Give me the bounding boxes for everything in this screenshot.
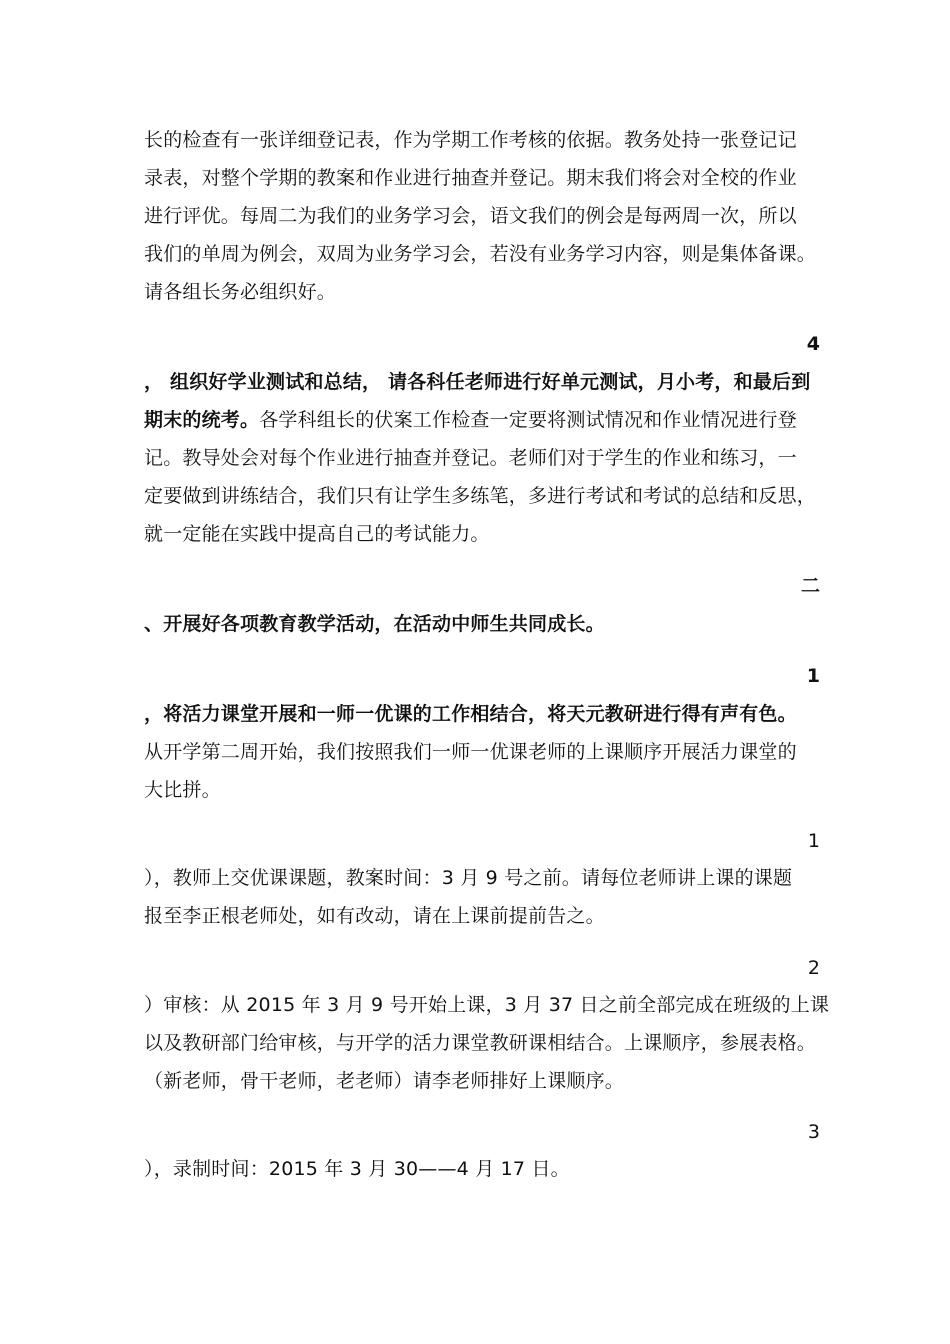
item-heading: ，将活力课堂开展和一师一优课的工作相结合，将天元教研进行得有声有色。 xyxy=(144,703,797,725)
bold-heading-line: ， 组织好学业测试和总结， 请各科任老师进行好单元测试，月小考，和最后到 xyxy=(144,371,811,393)
paragraph-line: （新老师，骨干老师，老老师）请李老师排好上课顺序。 xyxy=(144,1070,625,1092)
sub-item-number: 3 xyxy=(807,1121,820,1143)
section-number: 4 xyxy=(806,333,820,355)
paragraph-line: 报至李正根老师处，如有改动，请在上课前提前告之。 xyxy=(144,905,605,927)
paragraph-line: 就一定能在实践中提高自己的考试能力。 xyxy=(144,523,490,545)
paragraph-line: ），录制时间：2015 年 3 月 30——4 月 17 日。 xyxy=(144,1158,570,1180)
paragraph-line: 进行评优。每周二为我们的业务学习会，语文我们的例会是每两周一次，所以 xyxy=(144,205,797,227)
paragraph-line: ），教师上交优课课题，教案时间：3 月 9 号之前。请每位老师讲上课的课题 xyxy=(144,867,793,889)
paragraph-line: 我们的单周为例会，双周为业务学习会，若没有业务学习内容，则是集体备课。 xyxy=(144,243,817,265)
paragraph-text: 各学科组长的伏案工作检查一定要将测试情况和作业情况进行登 xyxy=(259,409,797,431)
sub-item-number: 2 xyxy=(807,957,820,979)
paragraph-line: 定要做到讲练结合，我们只有让学生多练笔，多进行考试和考试的总结和反思， xyxy=(144,485,817,507)
paragraph-line: 以及教研部门给审核，与开学的活力课堂教研课相结合。上课顺序，参展表格。 xyxy=(144,1032,817,1054)
paragraph-line: ）审核：从 2015 年 3 月 9 号开始上课，3 月 37 日之前全部完成在班级的上课 xyxy=(144,994,830,1016)
section-heading: 、开展好各项教育教学活动，在活动中师生共同成长。 xyxy=(144,613,605,635)
paragraph-line: 录表，对整个学期的教案和作业进行抽查并登记。期末我们将会对全校的作业 xyxy=(144,167,797,189)
paragraph-line xyxy=(144,408,797,432)
bold-heading-tail: 期末的统考。 xyxy=(144,409,260,431)
paragraph-line: 从开学第二周开始，我们按照我们一师一优课老师的上课顺序开展活力课堂的 xyxy=(144,741,797,763)
paragraph-line: 长的检查有一张详细登记表，作为学期工作考核的依据。教务处持一张登记记 xyxy=(144,129,797,151)
section-number: 二 xyxy=(800,575,820,597)
paragraph-line: 请各组长务必组织好。 xyxy=(144,281,337,303)
sub-item-number: 1 xyxy=(807,830,820,852)
paragraph-line: 记。教导处会对每个作业进行抽查并登记。老师们对于学生的作业和练习，一 xyxy=(144,447,797,469)
paragraph-line: 大比拼。 xyxy=(144,779,221,801)
item-number: 1 xyxy=(806,665,820,687)
